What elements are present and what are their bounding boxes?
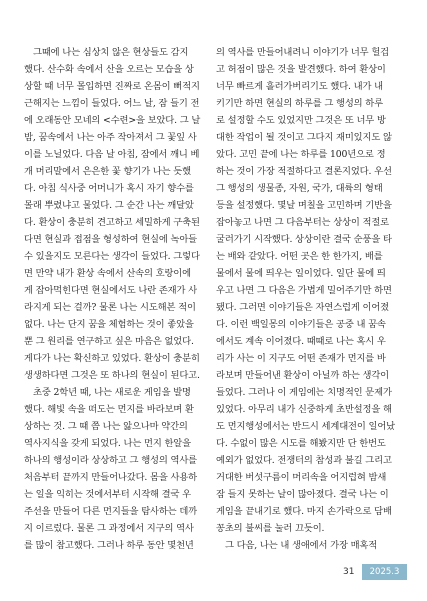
text-line: 게임을 끝내기로 했다. 마지 손가락으로 담배 xyxy=(216,506,392,517)
text-line: 몰래 뿌렸냐고 물었다. 그 순간 나는 깨달았 xyxy=(24,200,194,211)
text-line: 밤, 꿈속에서 나는 아주 작아져서 그 꽃잎 사 xyxy=(24,132,197,143)
text-line: 수 있을지도 모른다는 생각이 들었다. 그렇다 xyxy=(24,251,200,262)
text-line: 에서도 계속 이어졌다. 때때로 나는 혹시 우 xyxy=(216,336,386,347)
text-line: 잡아놓고 나면 그 다음부터는 상상이 적절로 xyxy=(216,217,389,228)
text-line: 이를 노닐었다. 다음 날 아침, 잠에서 깨니 베 xyxy=(24,149,200,160)
text-line: 다. 환상이 충분히 견고하고 세밀하게 구축된 xyxy=(24,217,200,228)
text-line: 를 많이 참고했다. 그러나 하루 동안 몇천년 xyxy=(24,540,194,551)
text-line: 그때에 나는 심상치 않은 현상들도 감지 xyxy=(33,47,189,58)
text-line: 꽁초의 불씨를 눌러 끄듯이. xyxy=(216,523,325,534)
text-line: 도 먼지행성에서는 반드시 세계대전이 일어났 xyxy=(216,421,396,432)
text-line: 없다. 나는 단지 꿈을 체험하는 것이 좋았을 xyxy=(24,319,194,330)
text-line: 게 잡아먹힌다면 현실에서도 나란 존재가 사 xyxy=(24,285,197,296)
text-line: 하는 것이 가장 적절하다고 결론지었다. 우선 xyxy=(216,166,392,177)
page-number: 31 xyxy=(343,567,355,577)
text-line: 물에서 물에 띄우는 일이었다. 일단 물에 띄 xyxy=(216,268,386,279)
text-line: 생생하다면 그것은 또 하나의 현실이 된다고. xyxy=(24,370,200,381)
text-line: 에 오래동안 모네의 <수련>을 보았다. 그 날 xyxy=(24,115,201,126)
text-line: 게다가 나는 확신하고 있었다. 환상이 충분히 xyxy=(24,353,200,364)
text-line: 다. 수없이 많은 시도를 해봤지만 단 한번도 xyxy=(216,438,386,449)
text-line: 는 일을 익히는 것에서부터 시작해 결국 우 xyxy=(24,489,191,500)
text-line: 거대한 버섯구름이 머리속을 어지럽혀 밤새 xyxy=(216,472,387,483)
text-line: 주선을 만들어 다른 먼지들을 탐사하는 데까 xyxy=(24,506,197,517)
right-column xyxy=(216,44,402,554)
text-line: 그 행성의 생물종, 자원, 국가, 대륙의 형태 xyxy=(216,183,383,194)
page-footer xyxy=(0,563,427,583)
text-line: 등을 설정했다. 몇날 며칠을 고민하며 기반을 xyxy=(216,200,392,211)
text-line: 리가 사는 이 지구도 어떤 존재가 먼지를 바 xyxy=(216,353,386,364)
text-line: 라보며 만들어낸 환상이 아닐까 하는 생각이 xyxy=(216,370,389,381)
text-line: 그 다음, 나는 내 생애에서 가장 매혹적 xyxy=(225,540,378,551)
text-line: 았다. 고민 끝에 나는 하루를 100년으로 정 xyxy=(216,149,386,160)
text-line: 됐다. 그러면 이야기들은 자연스럽게 이어졌 xyxy=(216,302,389,313)
text-line: 굴러가기 시작했다. 상상이란 결국 순풍을 타 xyxy=(216,234,392,245)
text-line: 는 배와 같았다. 어떤 곳은 한 한가지, 배를 xyxy=(216,251,383,262)
text-line: 잠 들지 못하는 날이 많아졌다. 결국 나는 이 xyxy=(216,489,389,500)
left-column xyxy=(24,44,210,554)
text-line: 있었다. 아무리 내가 신중하게 초반설정을 해 xyxy=(216,404,392,415)
text-line: 키기만 하면 현실의 하루를 그 행성의 하루 xyxy=(216,98,383,109)
text-line: 지 이르렀다. 물론 그 과정에서 지구의 역사 xyxy=(24,523,194,534)
text-line: 개 머리말에서 은은한 꽃 향기가 나는 듯했 xyxy=(24,166,191,177)
text-line: 다. 아침 식사중 어머니가 혹시 자기 향수를 xyxy=(24,183,194,194)
text-line: 너무 빠르게 흘러가버리기도 했다. 내가 내 xyxy=(216,81,383,92)
text-line: 상할 때 너무 몰입하면 진짜로 온몸이 뻐적지 xyxy=(24,81,200,92)
text-line: 대한 작업이 될 것이고 그다지 재미있지도 않 xyxy=(216,132,392,143)
text-line: 면 만약 내가 환상 속에서 산속의 호랑이에 xyxy=(24,268,191,279)
text-line: 처음부터 끝까지 만들어나갔다. 몸을 사용하 xyxy=(24,472,197,483)
text-line: 했다. 산수화 속에서 산을 오르는 모습을 상 xyxy=(24,64,194,75)
text-line: 뿐 그 원리를 연구하고 싶은 마음은 없었다. xyxy=(24,336,194,347)
text-line: 다. 이런 백일몽의 이야기들은 공중 내 꿈속 xyxy=(216,319,386,330)
issue-badge: 2025.3 xyxy=(362,564,407,580)
text-line: 예외가 없었다. 전쟁터의 참성과 불길 그리고 xyxy=(216,455,392,466)
text-line: 의 역사를 만들어내려니 이야기가 너무 헐겁 xyxy=(216,47,389,58)
text-line: 들었다. 그러나 이 게임에는 치명적인 문제가 xyxy=(216,387,392,398)
text-line: 했다. 해빛 속을 떠도는 먼지를 바라보며 환 xyxy=(24,404,194,415)
text-line: 고 허점이 많은 것을 발견했다. 하여 환상이 xyxy=(216,64,386,75)
text-line: 라지게 되는 걸까? 물론 나는 시도해본 적이 xyxy=(24,302,196,313)
text-line: 초중 2학년 때, 나는 새로운 게임을 발명 xyxy=(33,387,191,398)
text-line: 근해지는 느낌이 들었다. 어느 날, 잠 들기 전 xyxy=(24,98,200,109)
text-line: 역사지식을 갖게 되었다. 나는 먼지 한알을 xyxy=(24,438,191,449)
text-line: 하나의 행성이라 상상하고 그 행성의 역사를 xyxy=(24,455,197,466)
text-line: 우고 나면 그 다음은 가볍게 밀어주기만 하면 xyxy=(216,285,392,296)
text-line: 다면 현실과 접점을 형성하여 현실에 녹아들 xyxy=(24,234,197,245)
text-line: 상하는 것. 그 때 쯤 나는 앓으나마 약간의 xyxy=(24,421,188,432)
text-line: 로 설정할 수도 있었지만 그것은 또 너무 방 xyxy=(216,115,386,126)
